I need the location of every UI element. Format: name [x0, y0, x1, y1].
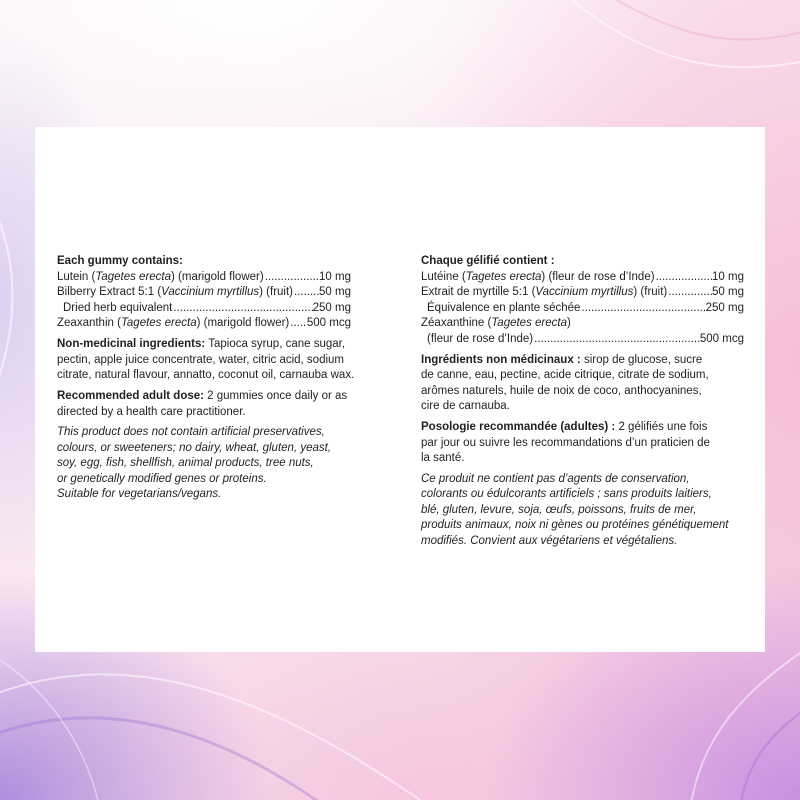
ingredient-amount: 10 mg	[319, 270, 351, 283]
ingredient-amount: 500 mcg	[306, 317, 351, 329]
paragraph-line: arômes naturels, huile de noix de coco, anthocyanines,	[421, 384, 702, 397]
paragraph-line: la santé.	[421, 452, 465, 464]
ingredient-name-suffix: ) (fruit)	[259, 286, 294, 298]
ingredient-name	[421, 270, 655, 286]
ingredient-amount: 250 mg	[312, 301, 351, 314]
allergen-notice	[57, 425, 351, 503]
ingredient-name-suffix: ) (marigold flower)	[171, 270, 264, 283]
ingredient-row-luteine	[421, 270, 744, 286]
notice-line: colorants ou édulcorants artificiels ; sans produits laitiers,	[421, 488, 712, 500]
ingredient-row-zeaxanthine	[421, 332, 744, 348]
paragraph-label: Non-medicinal ingredients:	[57, 338, 206, 350]
ingredient-row-lutein	[57, 270, 351, 286]
ingredient-name-text: Dried herb equivalent	[63, 301, 173, 314]
paragraph-line	[57, 389, 351, 405]
latin-name: Tagetes erecta	[95, 270, 172, 283]
paragraph-text: Tapioca syrup, cane sugar,	[208, 338, 346, 350]
ingredient-name	[57, 285, 293, 301]
leader-dots	[655, 270, 712, 286]
avis-allergenes	[421, 472, 744, 550]
recommended-dose	[57, 389, 351, 420]
ingredient-name-text: Extrait de myrtille 5:1 (	[421, 286, 536, 298]
ingredient-name-text: Zeaxanthin (	[57, 317, 121, 329]
paragraph-text: 2 gummies once daily or as	[207, 390, 348, 402]
leader-dots	[580, 301, 705, 317]
ingredient-name-text: Zéaxanthine (	[421, 317, 492, 329]
ingredients-non-medicinaux	[421, 353, 744, 415]
ingredient-name-text: Lutéine (	[421, 270, 466, 283]
ingredient-name-suffix: )	[566, 317, 571, 329]
ingredient-name	[57, 316, 289, 332]
notice-line: modifiés. Convient aux végétariens et végétaliens.	[421, 534, 678, 547]
ingredient-name-suffix: ) (fruit)	[633, 286, 668, 298]
leader-dots	[289, 316, 307, 332]
paragraph-line	[421, 353, 744, 369]
leader-dots	[667, 285, 712, 301]
paragraph-line	[421, 420, 744, 436]
ingredient-row-myrtille	[421, 285, 744, 301]
notice-line: Suitable for vegetarians/vegans.	[57, 488, 222, 500]
latin-name: Tagetes erecta	[120, 317, 197, 329]
ingredient-amount: 10 mg	[712, 270, 744, 283]
paragraph-text: sirop de glucose, sucre	[583, 353, 703, 366]
ingredient-name-suffix: ) (fleur de rose d’Inde)	[541, 270, 655, 283]
ingredient-name-continuation: (fleur de rose d’Inde)	[427, 332, 534, 345]
leader-dots	[172, 301, 312, 317]
notice-line: or genetically modified genes or proteins.	[57, 472, 267, 485]
ingredient-name-text: Bilberry Extract 5:1 (	[57, 286, 162, 298]
notice-line: soy, egg, fish, shellfish, animal products, tree nuts,	[57, 457, 314, 469]
ingredient-amount: 500 mcg	[699, 332, 744, 345]
latin-name: Tagetes erecta	[465, 270, 542, 283]
ingredient-row-zeaxanthin	[57, 316, 351, 332]
latin-name: Tagetes erecta	[491, 317, 567, 329]
paragraph-line: par jour ou suivre les recommandations d’un praticien de	[421, 436, 710, 449]
paragraph-label: Ingrédients non médicinaux :	[421, 353, 581, 366]
ingredient-name-text: Équivalence en plante séchée	[427, 301, 581, 314]
leader-dots	[533, 332, 700, 348]
ingredient-amount: 50 mg	[712, 286, 744, 298]
english-heading: Each gummy contains:	[57, 255, 183, 267]
notice-line: This product does not contain artificial preservatives,	[57, 426, 325, 438]
french-heading: Chaque gélifié contient :	[421, 255, 555, 267]
ingredient-name-suffix: ) (marigold flower)	[196, 317, 290, 329]
ingredient-amount: 50 mg	[319, 286, 351, 298]
paragraph-label: Posologie recommandée (adultes) :	[421, 421, 616, 433]
paragraph-line: citrate, natural flavour, annatto, coconut oil, carnauba wax.	[57, 369, 355, 381]
paragraph-line: directed by a health care practitioner.	[57, 405, 246, 418]
posologie-recommandee	[421, 420, 744, 467]
latin-name: Vaccinium myrtillus	[535, 286, 634, 298]
notice-line: blé, gluten, levure, soja, œufs, poissons, fruits de mer,	[421, 503, 697, 516]
ingredient-row-dried-herb	[57, 301, 351, 317]
leader-dots	[264, 270, 319, 286]
non-medicinal-ingredients	[57, 337, 355, 384]
ingredient-row-bilberry	[57, 285, 351, 301]
ingredient-name	[57, 270, 264, 286]
french-column	[421, 254, 744, 549]
paragraph-line: pectin, apple juice concentrate, water, citric acid, sodium	[57, 353, 345, 366]
ingredient-name	[421, 316, 744, 332]
latin-name: Vaccinium myrtillus	[161, 286, 260, 298]
ingredient-name-text: Lutein (	[57, 270, 96, 283]
notice-line: colours, or sweeteners; no dairy, wheat, gluten, yeast,	[57, 441, 332, 454]
paragraph-label: Recommended adult dose:	[57, 390, 204, 402]
ingredient-row-plante-sechee	[421, 301, 744, 317]
notice-line: Ce produit ne contient pas d’agents de conservation,	[421, 472, 690, 485]
english-column	[57, 254, 355, 503]
paragraph-text: 2 gélifiés une fois	[618, 421, 708, 433]
leader-dots	[293, 285, 319, 301]
paragraph-line: de canne, eau, pectine, acide citrique, citrate de sodium,	[421, 369, 709, 381]
notice-line: produits animaux, noix ni gènes ou protéines génétiquement	[421, 519, 729, 531]
ingredient-amount: 250 mg	[705, 301, 744, 314]
ingredient-name	[421, 285, 667, 301]
label-panel	[35, 127, 765, 652]
paragraph-line: cire de carnauba.	[421, 400, 510, 412]
paragraph-line	[57, 337, 351, 353]
